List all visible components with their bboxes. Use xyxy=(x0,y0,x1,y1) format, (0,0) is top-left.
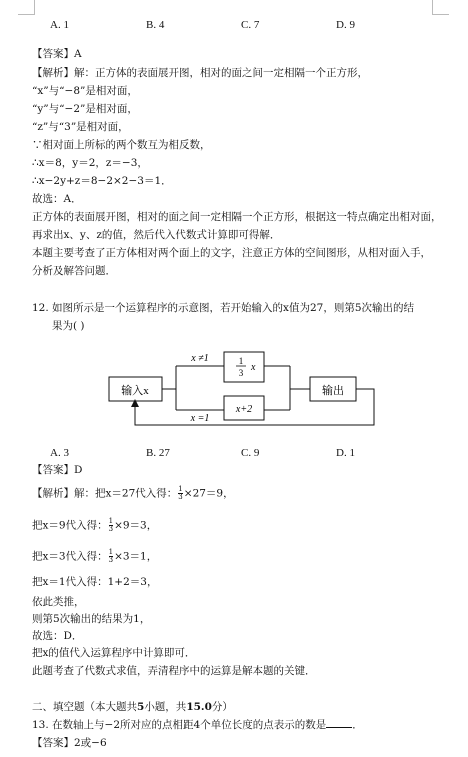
q11-analysis-line-6: ∴x＝8，y＝2，z＝−3， xyxy=(32,157,148,169)
q11-option-a: A. 1 xyxy=(50,19,69,31)
q12-analysis-line-8: 把x的值代入运算程序中计算即可． xyxy=(32,647,196,659)
flowchart-diagram xyxy=(0,345,468,465)
q11-answer: 【答案】A xyxy=(32,48,82,60)
q12-option-b: B. 27 xyxy=(146,447,170,459)
q11-analysis-line-10: 再求出x、y、z的值，然后代入代数式计算即可得解． xyxy=(32,229,281,241)
q12-stem-line-1: 12. 如图所示是一个运算程序的示意图，若开始输入的x值为27，则第5次输出的结 xyxy=(32,302,414,314)
condition-equals-one: x =1 xyxy=(190,413,210,424)
q12-answer: 【答案】D xyxy=(32,464,83,476)
output-box-label: 输出 xyxy=(322,385,344,397)
q11-analysis-line-4: “z”与“3”是相对面， xyxy=(32,121,129,133)
q12-analysis-line-6: 则第5次输出的结果为1， xyxy=(32,613,151,625)
q11-analysis-line-8: 故选：A． xyxy=(32,193,82,205)
q12-analysis-line-1: 【解析】解：把x＝27代入得： $\frac{1}{3}$ ×27＝9， xyxy=(32,485,234,501)
q12-analysis-line-3: 把x＝3代入得： $\frac{1}{3}$ ×3＝1， xyxy=(32,548,158,564)
one-third-box xyxy=(224,352,264,382)
answer-blank xyxy=(326,727,352,728)
plus-two-label: x+2 xyxy=(235,404,253,415)
q12-option-c: C. 9 xyxy=(241,447,260,459)
fraction-one-third: $\frac{1}{3}$ xyxy=(108,517,114,533)
box-frac-variable: x xyxy=(251,362,256,373)
condition-not-one: x ≠1 xyxy=(191,353,209,364)
q11-analysis-line-2: “x”与“−8”是相对面， xyxy=(32,85,138,97)
q12-analysis-line-7: 故选：D． xyxy=(32,630,83,642)
q12-stem-line-2: 果为( ) xyxy=(52,320,85,332)
q11-analysis-line-11: 本题主要考查了正方体相对两个面上的文字，注意正方体的空间图形，从相对面入手， xyxy=(32,247,431,259)
q12-option-a: A. 3 xyxy=(50,447,69,459)
q13-stem: 13. 在数轴上与−2所对应的点相距4个单位长度的点表示的数是 ． xyxy=(32,719,363,731)
box-frac-denominator: 3 xyxy=(238,368,244,378)
q11-analysis-line-5: ∵相对面上所标的两个数互为相反数， xyxy=(32,139,211,151)
fraction-one-third: $\frac{1}{3}$ xyxy=(178,485,183,501)
q12-analysis-line-2: 把x＝9代入得： $\frac{1}{3}$ ×9＝3， xyxy=(32,517,158,533)
input-box-label: 输入x xyxy=(121,385,149,397)
q12-analysis-line-9: 此题考查了代数式求值，弄清程序中的运算是解本题的关键． xyxy=(32,665,316,677)
crop-mark-left xyxy=(18,0,35,15)
q11-analysis-line-7: ∴x−2y+z＝8−2×2−3＝1． xyxy=(32,175,172,187)
q11-option-c: C. 7 xyxy=(241,19,260,31)
q13-answer: 【答案】2或−6 xyxy=(32,737,107,749)
q12-option-d: D. 1 xyxy=(336,447,355,459)
section-heading: 二、填空题（本大题共5小题，共15.0分） xyxy=(32,701,233,713)
q12-analysis-line-4: 把x＝1代入得：1+2＝3， xyxy=(32,576,158,588)
q11-option-d: D. 9 xyxy=(336,19,355,31)
q12-analysis-line-5: 依此类推， xyxy=(32,596,85,608)
q11-analysis-line-3: “y”与“−2”是相对面， xyxy=(32,103,138,115)
fraction-one-third: $\frac{1}{3}$ xyxy=(108,548,114,564)
box-frac-numerator: 1 xyxy=(238,356,244,366)
q11-analysis-line-12: 分析及解答问题． xyxy=(32,265,116,277)
q11-analysis-line-1: 【解析】解：正方体的表面展开图，相对的面之间一定相隔一个正方形， xyxy=(32,67,368,79)
q11-option-b: B. 4 xyxy=(146,19,165,31)
crop-mark-right xyxy=(432,0,449,15)
q11-analysis-line-9: 正方体的表面展开图，相对的面之间一定相隔一个正方形，根据这一特点确定出相对面， xyxy=(32,211,442,223)
